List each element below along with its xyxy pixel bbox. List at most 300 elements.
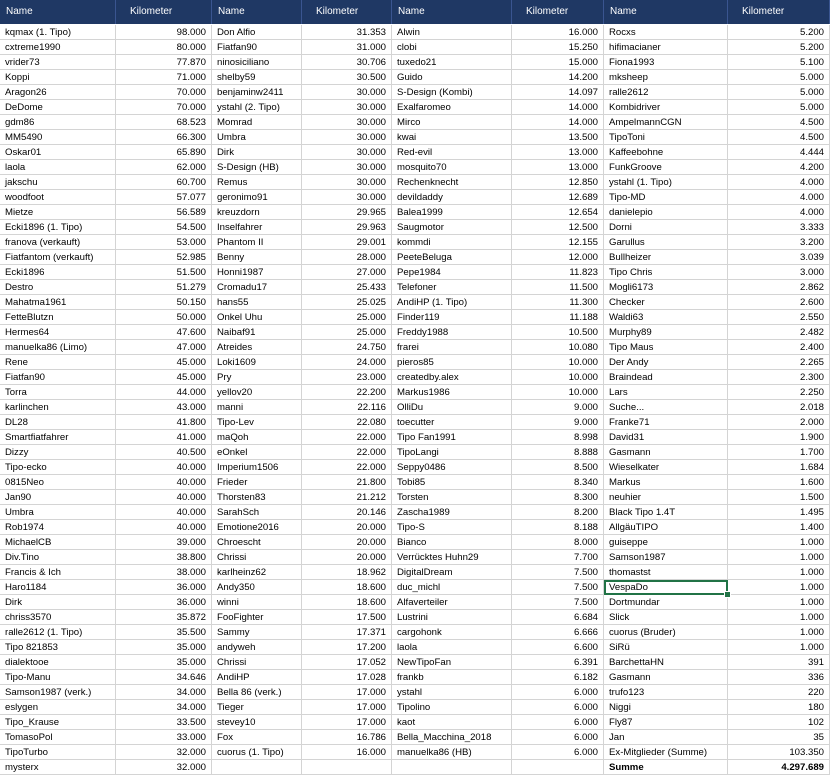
column-header-name[interactable]: Name	[212, 0, 302, 24]
kilometer-cell[interactable]: 22.000	[302, 430, 392, 445]
kilometer-cell[interactable]: 30.000	[302, 130, 392, 145]
member-name-cell[interactable]: Telefoner	[392, 280, 512, 295]
kilometer-cell[interactable]: 4.500	[728, 115, 830, 130]
member-name-cell[interactable]: Gasmann	[604, 445, 728, 460]
kilometer-cell[interactable]: 16.786	[302, 730, 392, 745]
kilometer-cell[interactable]: 12.500	[512, 220, 604, 235]
member-name-cell[interactable]: chriss3570	[0, 610, 116, 625]
kilometer-cell[interactable]: 30.000	[302, 175, 392, 190]
kilometer-cell[interactable]: 2.862	[728, 280, 830, 295]
member-name-cell[interactable]: stevey10	[212, 715, 302, 730]
kilometer-cell[interactable]: 4.500	[728, 130, 830, 145]
member-name-cell[interactable]: OlliDu	[392, 400, 512, 415]
kilometer-cell[interactable]: 17.028	[302, 670, 392, 685]
kilometer-cell[interactable]: 6.182	[512, 670, 604, 685]
kilometer-cell[interactable]	[512, 760, 604, 775]
kilometer-cell[interactable]: 5.200	[728, 25, 830, 40]
kilometer-cell[interactable]: 4.444	[728, 145, 830, 160]
kilometer-cell[interactable]: 51.279	[116, 280, 212, 295]
kilometer-cell[interactable]: 22.000	[302, 445, 392, 460]
kilometer-cell[interactable]: 17.371	[302, 625, 392, 640]
member-name-cell[interactable]: manuelka86 (Limo)	[0, 340, 116, 355]
member-name-cell[interactable]: maQoh	[212, 430, 302, 445]
kilometer-cell[interactable]: 17.500	[302, 610, 392, 625]
kilometer-cell[interactable]: 40.000	[116, 505, 212, 520]
kilometer-cell[interactable]: 65.890	[116, 145, 212, 160]
kilometer-cell[interactable]: 2.300	[728, 370, 830, 385]
member-name-cell[interactable]: Checker	[604, 295, 728, 310]
kilometer-cell[interactable]: 47.000	[116, 340, 212, 355]
member-name-cell[interactable]: Finder119	[392, 310, 512, 325]
kilometer-cell[interactable]: 35.872	[116, 610, 212, 625]
member-name-cell[interactable]: Torra	[0, 385, 116, 400]
member-name-cell[interactable]: eslygen	[0, 700, 116, 715]
member-name-cell[interactable]: Guido	[392, 70, 512, 85]
kilometer-cell[interactable]: 34.646	[116, 670, 212, 685]
member-name-cell[interactable]: Fiatfan90	[0, 370, 116, 385]
kilometer-cell[interactable]: 8.200	[512, 505, 604, 520]
member-name-cell[interactable]: TipoToni	[604, 130, 728, 145]
kilometer-cell[interactable]: 2.018	[728, 400, 830, 415]
member-name-cell[interactable]: Fly87	[604, 715, 728, 730]
member-name-cell[interactable]: Rechenknecht	[392, 175, 512, 190]
member-name-cell[interactable]: BarchettaHN	[604, 655, 728, 670]
member-name-cell[interactable]: FetteBlutzn	[0, 310, 116, 325]
member-name-cell[interactable]: Alfaverteiler	[392, 595, 512, 610]
kilometer-cell[interactable]: 2.265	[728, 355, 830, 370]
kilometer-cell[interactable]: 36.000	[116, 595, 212, 610]
kilometer-cell[interactable]: 14.000	[512, 100, 604, 115]
kilometer-cell[interactable]: 68.523	[116, 115, 212, 130]
kilometer-cell[interactable]: 10.000	[512, 355, 604, 370]
kilometer-cell[interactable]: 13.500	[512, 130, 604, 145]
kilometer-cell[interactable]: 13.000	[512, 160, 604, 175]
kilometer-cell[interactable]: 70.000	[116, 100, 212, 115]
kilometer-cell[interactable]: 70.000	[116, 85, 212, 100]
member-name-cell[interactable]: frankb	[392, 670, 512, 685]
member-name-cell[interactable]: cuorus (1. Tipo)	[212, 745, 302, 760]
kilometer-cell[interactable]: 8.888	[512, 445, 604, 460]
kilometer-cell[interactable]: 4.000	[728, 190, 830, 205]
kilometer-cell[interactable]: 14.000	[512, 115, 604, 130]
member-name-cell[interactable]: Gasmann	[604, 670, 728, 685]
member-name-cell[interactable]: Freddy1988	[392, 325, 512, 340]
member-name-cell[interactable]: Chroescht	[212, 535, 302, 550]
kilometer-cell[interactable]: 10.000	[512, 370, 604, 385]
kilometer-cell[interactable]: 8.000	[512, 535, 604, 550]
kilometer-cell[interactable]: 20.000	[302, 550, 392, 565]
member-name-cell[interactable]: mksheep	[604, 70, 728, 85]
member-name-cell[interactable]: Tipo Fan1991	[392, 430, 512, 445]
member-name-cell[interactable]: Der Andy	[604, 355, 728, 370]
kilometer-cell[interactable]: 2.550	[728, 310, 830, 325]
kilometer-cell[interactable]: 4.000	[728, 175, 830, 190]
kilometer-cell[interactable]: 16.000	[512, 25, 604, 40]
kilometer-cell[interactable]: 45.000	[116, 355, 212, 370]
kilometer-cell[interactable]: 6.000	[512, 700, 604, 715]
member-name-cell[interactable]: Thorsten83	[212, 490, 302, 505]
kilometer-cell[interactable]: 17.000	[302, 715, 392, 730]
member-name-cell[interactable]: AmpelmannCGN	[604, 115, 728, 130]
kilometer-cell[interactable]: 35	[728, 730, 830, 745]
kilometer-cell[interactable]: 20.000	[302, 535, 392, 550]
member-name-cell[interactable]: Slick	[604, 610, 728, 625]
member-name-cell[interactable]: ralle2612	[604, 85, 728, 100]
member-name-cell[interactable]: Braindead	[604, 370, 728, 385]
kilometer-cell[interactable]: 1.495	[728, 505, 830, 520]
kilometer-cell[interactable]: 17.000	[302, 685, 392, 700]
kilometer-cell[interactable]: 14.200	[512, 70, 604, 85]
kilometer-cell[interactable]: 40.000	[116, 475, 212, 490]
member-name-cell[interactable]: DeDome	[0, 100, 116, 115]
member-name-cell[interactable]: Umbra	[0, 505, 116, 520]
kilometer-cell[interactable]: 22.200	[302, 385, 392, 400]
member-name-cell[interactable]: Alwin	[392, 25, 512, 40]
kilometer-cell[interactable]: 24.750	[302, 340, 392, 355]
member-name-cell[interactable]: woodfoot	[0, 190, 116, 205]
member-name-cell[interactable]: Fox	[212, 730, 302, 745]
kilometer-cell[interactable]: 71.000	[116, 70, 212, 85]
member-name-cell[interactable]: Waldi63	[604, 310, 728, 325]
member-name-cell[interactable]	[392, 760, 512, 775]
kilometer-cell[interactable]: 29.001	[302, 235, 392, 250]
kilometer-cell[interactable]: 14.097	[512, 85, 604, 100]
kilometer-cell[interactable]: 5.000	[728, 70, 830, 85]
member-name-cell[interactable]: Pry	[212, 370, 302, 385]
kilometer-cell[interactable]: 3.000	[728, 265, 830, 280]
member-name-cell[interactable]: Francis & Ich	[0, 565, 116, 580]
kilometer-cell[interactable]: 18.600	[302, 595, 392, 610]
kilometer-cell[interactable]: 6.684	[512, 610, 604, 625]
member-name-cell[interactable]: Tipo_Krause	[0, 715, 116, 730]
member-name-cell[interactable]: Bella_Macchina_2018	[392, 730, 512, 745]
member-name-cell[interactable]: geronimo91	[212, 190, 302, 205]
kilometer-cell[interactable]: 51.500	[116, 265, 212, 280]
kilometer-cell[interactable]: 30.000	[302, 145, 392, 160]
member-name-cell[interactable]: Kombidriver	[604, 100, 728, 115]
member-name-cell[interactable]: ystahl	[392, 685, 512, 700]
kilometer-cell[interactable]: 1.000	[728, 535, 830, 550]
kilometer-cell[interactable]: 35.000	[116, 655, 212, 670]
column-header-kilometer[interactable]: Kilometer	[116, 0, 212, 24]
column-header-kilometer[interactable]: Kilometer	[728, 0, 830, 24]
member-name-cell[interactable]: Frieder	[212, 475, 302, 490]
member-name-cell[interactable]: manuelka86 (HB)	[392, 745, 512, 760]
member-name-cell[interactable]: Haro1184	[0, 580, 116, 595]
kilometer-cell[interactable]: 5.200	[728, 40, 830, 55]
member-name-cell[interactable]: Dirk	[212, 145, 302, 160]
member-name-cell[interactable]: hans55	[212, 295, 302, 310]
member-name-cell[interactable]: frarei	[392, 340, 512, 355]
kilometer-cell[interactable]: 12.689	[512, 190, 604, 205]
column-header-name[interactable]: Name	[604, 0, 728, 24]
kilometer-cell[interactable]: 66.300	[116, 130, 212, 145]
kilometer-cell[interactable]: 36.000	[116, 580, 212, 595]
kilometer-cell[interactable]: 12.850	[512, 175, 604, 190]
member-name-cell[interactable]: Fiatfantom (verkauft)	[0, 250, 116, 265]
kilometer-cell[interactable]: 4.000	[728, 205, 830, 220]
member-name-cell[interactable]: Rocxs	[604, 25, 728, 40]
member-name-cell[interactable]: yellov20	[212, 385, 302, 400]
kilometer-cell[interactable]: 45.000	[116, 370, 212, 385]
kilometer-cell[interactable]: 1.600	[728, 475, 830, 490]
member-name-cell[interactable]: Sammy	[212, 625, 302, 640]
member-name-cell[interactable]: Tipo-Manu	[0, 670, 116, 685]
kilometer-cell[interactable]: 30.000	[302, 160, 392, 175]
kilometer-cell[interactable]: 32.000	[116, 760, 212, 775]
member-name-cell[interactable]: Oskar01	[0, 145, 116, 160]
member-name-cell[interactable]: ystahl (2. Tipo)	[212, 100, 302, 115]
kilometer-cell[interactable]: 12.000	[512, 250, 604, 265]
kilometer-cell[interactable]: 33.000	[116, 730, 212, 745]
member-name-cell[interactable]: karlinchen	[0, 400, 116, 415]
member-name-cell[interactable]: DigitalDream	[392, 565, 512, 580]
member-name-cell[interactable]: kommdi	[392, 235, 512, 250]
kilometer-cell[interactable]: 7.500	[512, 595, 604, 610]
member-name-cell[interactable]: TipoLangi	[392, 445, 512, 460]
member-name-cell[interactable]: Div.Tino	[0, 550, 116, 565]
member-name-cell[interactable]: jakschu	[0, 175, 116, 190]
kilometer-cell[interactable]: 30.000	[302, 100, 392, 115]
member-name-cell[interactable]: andyweh	[212, 640, 302, 655]
member-name-cell[interactable]: Dorni	[604, 220, 728, 235]
member-name-cell[interactable]: kqmax (1. Tipo)	[0, 25, 116, 40]
kilometer-cell[interactable]: 1.000	[728, 580, 830, 595]
member-name-cell[interactable]: Rob1974	[0, 520, 116, 535]
member-name-cell[interactable]: winni	[212, 595, 302, 610]
member-name-cell[interactable]: Naibaf91	[212, 325, 302, 340]
member-name-cell[interactable]: benjaminw2411	[212, 85, 302, 100]
kilometer-cell[interactable]: 47.600	[116, 325, 212, 340]
member-name-cell[interactable]: Red-evil	[392, 145, 512, 160]
member-name-cell[interactable]: NewTipoFan	[392, 655, 512, 670]
member-name-cell[interactable]: Rene	[0, 355, 116, 370]
kilometer-cell[interactable]: 15.250	[512, 40, 604, 55]
kilometer-cell[interactable]: 29.963	[302, 220, 392, 235]
member-name-cell[interactable]: Chrissi	[212, 550, 302, 565]
kilometer-cell[interactable]: 22.116	[302, 400, 392, 415]
member-name-cell[interactable]: Tipo Maus	[604, 340, 728, 355]
member-name-cell[interactable]: pieros85	[392, 355, 512, 370]
member-name-cell[interactable]: gdm86	[0, 115, 116, 130]
kilometer-cell[interactable]: 180	[728, 700, 830, 715]
kilometer-cell[interactable]: 8.998	[512, 430, 604, 445]
member-name-cell[interactable]: neuhier	[604, 490, 728, 505]
kilometer-cell[interactable]: 1.500	[728, 490, 830, 505]
member-name-cell[interactable]: Ex-Mitglieder (Summe)	[604, 745, 728, 760]
member-name-cell[interactable]: cxtreme1990	[0, 40, 116, 55]
kilometer-cell[interactable]: 31.000	[302, 40, 392, 55]
kilometer-cell[interactable]: 29.965	[302, 205, 392, 220]
member-name-cell[interactable]: cuorus (Bruder)	[604, 625, 728, 640]
kilometer-cell[interactable]: 24.000	[302, 355, 392, 370]
member-name-cell[interactable]: SarahSch	[212, 505, 302, 520]
kilometer-cell[interactable]: 2.400	[728, 340, 830, 355]
kilometer-cell[interactable]: 56.589	[116, 205, 212, 220]
kilometer-cell[interactable]: 102	[728, 715, 830, 730]
kilometer-cell[interactable]: 20.000	[302, 520, 392, 535]
kilometer-cell[interactable]: 12.654	[512, 205, 604, 220]
kilometer-cell[interactable]: 25.025	[302, 295, 392, 310]
member-name-cell[interactable]: Tipo-S	[392, 520, 512, 535]
member-name-cell[interactable]: Koppi	[0, 70, 116, 85]
kilometer-cell[interactable]: 25.000	[302, 310, 392, 325]
member-name-cell[interactable]: Wieselkater	[604, 460, 728, 475]
kilometer-cell[interactable]: 30.500	[302, 70, 392, 85]
kilometer-cell[interactable]: 5.000	[728, 85, 830, 100]
kilometer-cell[interactable]: 11.188	[512, 310, 604, 325]
kilometer-cell[interactable]: 6.666	[512, 625, 604, 640]
member-name-cell[interactable]: Momrad	[212, 115, 302, 130]
member-name-cell[interactable]: duc_michl	[392, 580, 512, 595]
member-name-cell[interactable]: toecutter	[392, 415, 512, 430]
kilometer-cell[interactable]: 10.000	[512, 385, 604, 400]
kilometer-cell[interactable]: 1.000	[728, 640, 830, 655]
member-name-cell[interactable]: Balea1999	[392, 205, 512, 220]
kilometer-cell[interactable]: 8.340	[512, 475, 604, 490]
member-name-cell[interactable]: Dirk	[0, 595, 116, 610]
kilometer-cell[interactable]: 32.000	[116, 745, 212, 760]
member-name-cell[interactable]: Saugmotor	[392, 220, 512, 235]
member-name-cell[interactable]: Tipo-MD	[604, 190, 728, 205]
kilometer-cell[interactable]: 11.300	[512, 295, 604, 310]
kilometer-cell[interactable]: 33.500	[116, 715, 212, 730]
kilometer-cell[interactable]: 11.500	[512, 280, 604, 295]
kilometer-cell[interactable]: 11.823	[512, 265, 604, 280]
member-name-cell[interactable]: laola	[392, 640, 512, 655]
kilometer-cell[interactable]: 8.188	[512, 520, 604, 535]
member-name-cell[interactable]: Dortmundar	[604, 595, 728, 610]
kilometer-cell[interactable]: 50.000	[116, 310, 212, 325]
kilometer-cell[interactable]: 6.391	[512, 655, 604, 670]
column-header-kilometer[interactable]: Kilometer	[512, 0, 604, 24]
kilometer-cell[interactable]: 43.000	[116, 400, 212, 415]
member-name-cell[interactable]: AndiHP	[212, 670, 302, 685]
kilometer-cell[interactable]: 35.500	[116, 625, 212, 640]
member-name-cell[interactable]: Don Alfio	[212, 25, 302, 40]
member-name-cell[interactable]: Andy350	[212, 580, 302, 595]
kilometer-cell[interactable]: 6.600	[512, 640, 604, 655]
kilometer-cell[interactable]: 44.000	[116, 385, 212, 400]
kilometer-cell[interactable]: 4.200	[728, 160, 830, 175]
member-name-cell[interactable]: franova (verkauft)	[0, 235, 116, 250]
member-name-cell[interactable]: Garullus	[604, 235, 728, 250]
kilometer-cell[interactable]: 30.000	[302, 115, 392, 130]
member-name-cell[interactable]: ninosiciliano	[212, 55, 302, 70]
member-name-cell[interactable]: Atreides	[212, 340, 302, 355]
member-name-cell[interactable]: Mahatma1961	[0, 295, 116, 310]
member-name-cell[interactable]: Bianco	[392, 535, 512, 550]
kilometer-cell[interactable]: 6.000	[512, 715, 604, 730]
member-name-cell[interactable]: TipoTurbo	[0, 745, 116, 760]
member-name-cell[interactable]: Markus	[604, 475, 728, 490]
kilometer-cell[interactable]: 23.000	[302, 370, 392, 385]
member-name-cell[interactable]: Destro	[0, 280, 116, 295]
kilometer-cell[interactable]: 12.155	[512, 235, 604, 250]
member-name-cell[interactable]: dialektooe	[0, 655, 116, 670]
member-name-cell[interactable]: Bella 86 (verk.)	[212, 685, 302, 700]
kilometer-cell[interactable]: 2.600	[728, 295, 830, 310]
kilometer-cell[interactable]: 391	[728, 655, 830, 670]
member-name-cell[interactable]: DL28	[0, 415, 116, 430]
member-name-cell[interactable]: Onkel Uhu	[212, 310, 302, 325]
member-name-cell[interactable]: David31	[604, 430, 728, 445]
kilometer-cell[interactable]: 16.000	[302, 745, 392, 760]
member-name-cell[interactable]: guiseppe	[604, 535, 728, 550]
kilometer-cell[interactable]: 15.000	[512, 55, 604, 70]
member-name-cell[interactable]: Benny	[212, 250, 302, 265]
member-name-cell[interactable]: mosquito70	[392, 160, 512, 175]
kilometer-cell[interactable]: 3.333	[728, 220, 830, 235]
kilometer-cell[interactable]: 220	[728, 685, 830, 700]
kilometer-cell[interactable]: 34.000	[116, 700, 212, 715]
member-name-cell[interactable]: Tipo-ecko	[0, 460, 116, 475]
kilometer-cell[interactable]: 30.706	[302, 55, 392, 70]
member-name-cell[interactable]: Zascha1989	[392, 505, 512, 520]
member-name-cell[interactable]: Tipolino	[392, 700, 512, 715]
member-name-cell[interactable]: ystahl (1. Tipo)	[604, 175, 728, 190]
member-name-cell[interactable]: Tieger	[212, 700, 302, 715]
member-name-cell[interactable]: Loki1609	[212, 355, 302, 370]
member-name-cell[interactable]: Tipo 821853	[0, 640, 116, 655]
member-name-cell[interactable]: eOnkel	[212, 445, 302, 460]
kilometer-cell[interactable]: 40.000	[116, 520, 212, 535]
kilometer-cell[interactable]: 10.080	[512, 340, 604, 355]
member-name-cell[interactable]: TomasoPol	[0, 730, 116, 745]
member-name-cell[interactable]: FooFighter	[212, 610, 302, 625]
kilometer-cell[interactable]: 41.800	[116, 415, 212, 430]
member-name-cell[interactable]: Franke71	[604, 415, 728, 430]
member-name-cell[interactable]: Smartfiatfahrer	[0, 430, 116, 445]
kilometer-cell[interactable]: 40.500	[116, 445, 212, 460]
kilometer-cell[interactable]: 1.000	[728, 595, 830, 610]
column-header-name[interactable]: Name	[392, 0, 512, 24]
kilometer-cell[interactable]: 1.000	[728, 610, 830, 625]
member-name-cell[interactable]: kaot	[392, 715, 512, 730]
kilometer-cell[interactable]: 39.000	[116, 535, 212, 550]
kilometer-cell[interactable]: 5.100	[728, 55, 830, 70]
kilometer-cell[interactable]: 7.500	[512, 565, 604, 580]
kilometer-cell[interactable]: 1.000	[728, 565, 830, 580]
kilometer-cell[interactable]: 21.800	[302, 475, 392, 490]
kilometer-cell[interactable]: 35.000	[116, 640, 212, 655]
member-name-cell[interactable]: Mirco	[392, 115, 512, 130]
kilometer-cell[interactable]: 57.077	[116, 190, 212, 205]
member-name-cell[interactable]: Kaffeebohne	[604, 145, 728, 160]
kilometer-cell[interactable]: 20.146	[302, 505, 392, 520]
member-name-cell[interactable]: createdby.alex	[392, 370, 512, 385]
member-name-cell[interactable]: Tipo Chris	[604, 265, 728, 280]
column-header-kilometer[interactable]: Kilometer	[302, 0, 392, 24]
member-name-cell[interactable]: 0815Neo	[0, 475, 116, 490]
kilometer-cell[interactable]: 10.500	[512, 325, 604, 340]
kilometer-cell[interactable]: 1.000	[728, 550, 830, 565]
member-name-cell[interactable]: Ecki1896	[0, 265, 116, 280]
kilometer-cell[interactable]: 1.684	[728, 460, 830, 475]
member-name-cell[interactable]: Fiona1993	[604, 55, 728, 70]
kilometer-cell[interactable]: 1.700	[728, 445, 830, 460]
kilometer-cell[interactable]: 1.000	[728, 625, 830, 640]
member-name-cell[interactable]: Emotione2016	[212, 520, 302, 535]
kilometer-cell[interactable]: 3.200	[728, 235, 830, 250]
member-name-cell[interactable]: Black Tipo 1.4T	[604, 505, 728, 520]
kilometer-cell[interactable]: 17.052	[302, 655, 392, 670]
kilometer-cell[interactable]: 1.400	[728, 520, 830, 535]
kilometer-cell[interactable]: 40.000	[116, 460, 212, 475]
column-header-name[interactable]: Name	[0, 0, 116, 24]
kilometer-cell[interactable]: 21.212	[302, 490, 392, 505]
kilometer-cell[interactable]: 54.500	[116, 220, 212, 235]
